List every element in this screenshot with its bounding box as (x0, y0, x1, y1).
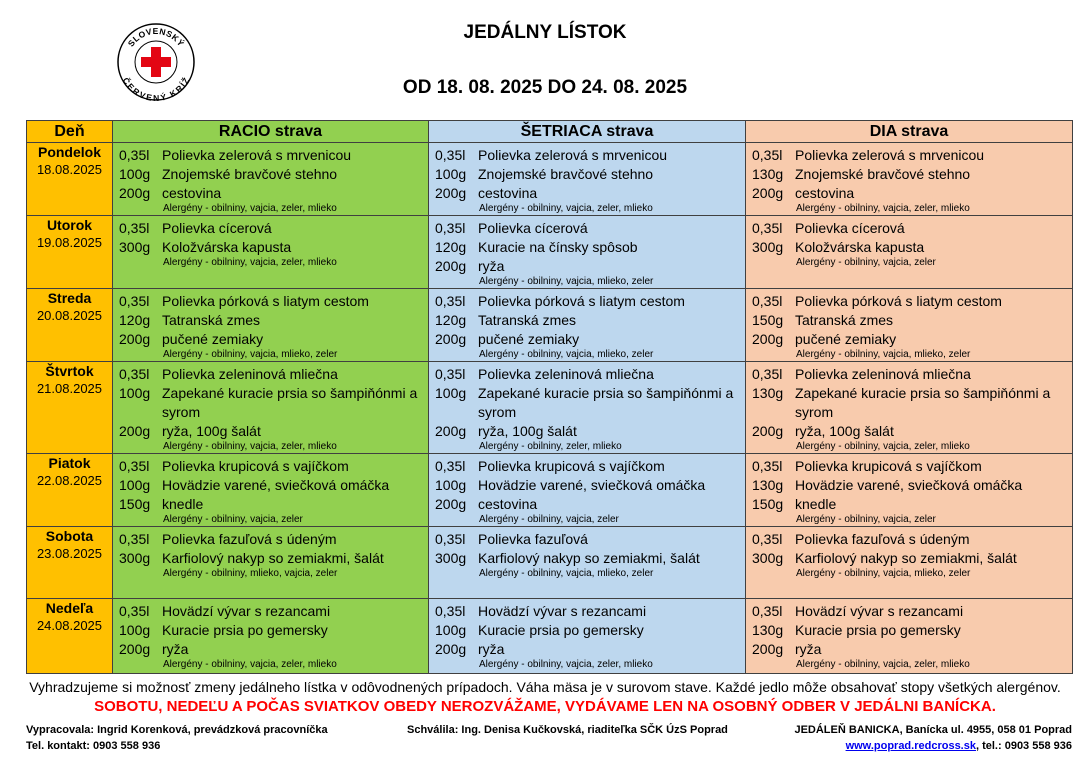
dish-name: ryža (478, 258, 505, 274)
menu-item (119, 146, 424, 165)
menu-item (119, 640, 424, 659)
menu-item (752, 330, 1068, 349)
dish-name: Znojemské bravčové stehno (795, 166, 971, 182)
dish-name: Polievka zeleninová mliečna (162, 366, 338, 382)
portion-size: 100g (119, 166, 151, 182)
menu-item (119, 476, 424, 495)
dish-name: Polievka fazuľová s údeným (162, 531, 337, 547)
allergens: Alergény - obilniny, vajcia, zeler, mlieko (163, 441, 337, 452)
dish-name: cestovina (478, 185, 538, 201)
dish-name: Hovädzí vývar s rezancami (795, 603, 964, 619)
dia-menu-cell (746, 362, 1073, 454)
dish-name: Polievka cícerová (162, 220, 272, 236)
canteen-address: JEDÁLEŇ BANICKA, Banícka ul. 4955, 058 01 Poprad (794, 724, 1072, 736)
dish-name: Polievka zelerová s mrvenicou (162, 147, 352, 163)
portion-size: 0,35l (752, 366, 783, 382)
allergens: Alergény - obilniny, zeler, mlieko (479, 441, 622, 452)
portion-size: 120g (119, 312, 151, 328)
menu-item (119, 495, 424, 514)
menu-item (435, 495, 741, 514)
footer-center (407, 722, 728, 738)
menu-item (119, 184, 424, 203)
portion-size: 0,35l (752, 147, 783, 163)
allergens: Alergény - obilniny, vajcia, zeler (796, 514, 936, 525)
menu-item (119, 365, 424, 384)
dia-menu-cell (746, 454, 1073, 527)
table-row (27, 454, 1073, 527)
table-row (27, 527, 1073, 599)
menu-table (26, 120, 1073, 674)
menu-item (752, 530, 1068, 549)
day-name: Utorok (46, 217, 93, 233)
dish-name: Polievka fazuľová s údeným (795, 531, 970, 547)
dish-name: Polievka pórková s liatym cestom (795, 293, 1002, 309)
header-racio: RACIO strava (113, 121, 429, 143)
portion-size: 200g (435, 185, 467, 201)
allergens: Alergény - obilniny, vajcia, zeler, mlieko (796, 441, 970, 452)
portion-size: 100g (435, 477, 467, 493)
menu-item (435, 184, 741, 203)
menu-item (119, 602, 424, 621)
menu-item (435, 311, 741, 330)
dish-name: pučené zemiaky (478, 331, 580, 347)
portion-size: 300g (119, 239, 151, 255)
menu-item (752, 384, 1068, 422)
portion-size: 200g (435, 423, 467, 439)
portion-size: 0,35l (119, 220, 150, 236)
menu-item (752, 292, 1068, 311)
portion-size: 120g (435, 239, 467, 255)
day-name: Pondelok (37, 144, 101, 160)
day-date: 24.08.2025 (36, 618, 103, 633)
menu-item (435, 165, 741, 184)
dish-name: Polievka zelerová s mrvenicou (795, 147, 985, 163)
portion-size: 200g (752, 185, 784, 201)
dish-name: Polievka krupicová s vajíčkom (795, 458, 982, 474)
dia-menu-cell (746, 289, 1073, 362)
dish-name: Polievka cícerová (795, 220, 905, 236)
day-name: Piatok (48, 455, 91, 471)
racio-menu-cell (113, 599, 429, 674)
dish-name: Polievka fazuľová (478, 531, 588, 547)
menu-item (752, 457, 1068, 476)
racio-menu-cell (113, 362, 429, 454)
portion-size: 120g (435, 312, 467, 328)
dish-name: Kuracie prsia po gemersky (162, 622, 328, 638)
portion-size: 0,35l (752, 220, 783, 236)
dish-name: Znojemské bravčové stehno (478, 166, 654, 182)
setriaca-menu-cell (429, 143, 746, 216)
disclaimer-note: Vyhradzujeme si možnosť zmeny jedálneho lístka v odôvodnených prípadoch. Váha mäsa je v surovom stave. Každé jedlo môže obsahovať stopy všetkých alergénov. (29, 679, 1061, 695)
dish-name: ryža (795, 641, 822, 657)
menu-item (435, 384, 741, 422)
day-date: 18.08.2025 (36, 162, 103, 177)
portion-size: 300g (752, 239, 784, 255)
setriaca-menu-cell (429, 599, 746, 674)
portion-size: 100g (119, 385, 151, 401)
portion-size: 200g (435, 258, 467, 274)
portion-size: 0,35l (435, 293, 466, 309)
portion-size: 200g (119, 641, 151, 657)
setriaca-menu-cell (429, 216, 746, 289)
table-row (27, 289, 1073, 362)
portion-size: 200g (119, 185, 151, 201)
table-row (27, 216, 1073, 289)
dish-name: Zapekané kuracie prsia so šampiňónmi a syrom (795, 385, 1051, 420)
allergens: Alergény - obilniny, vajcia, zeler, mlieko (479, 659, 653, 670)
menu-item (119, 422, 424, 441)
allergens: Alergény - obilniny, vajcia, mlieko, zeler (163, 349, 338, 360)
portion-size: 130g (752, 385, 784, 401)
dish-name: Polievka krupicová s vajíčkom (478, 458, 665, 474)
menu-item (119, 530, 424, 549)
dish-name: Polievka krupicová s vajíčkom (162, 458, 349, 474)
dish-name: Karfiolový nakyp so zemiakmi, šalát (478, 550, 700, 566)
dish-name: ryža, 100g šalát (162, 423, 261, 439)
allergens: Alergény - obilniny, vajcia, zeler (163, 514, 303, 525)
portion-size: 0,35l (435, 220, 466, 236)
menu-item (435, 602, 741, 621)
day-date: 20.08.2025 (36, 308, 103, 323)
dish-name: Karfiolový nakyp so zemiakmi, šalát (795, 550, 1017, 566)
dish-name: Znojemské bravčové stehno (162, 166, 338, 182)
setriaca-menu-cell (429, 362, 746, 454)
menu-item (119, 457, 424, 476)
day-name: Nedeľa (45, 600, 94, 616)
dia-menu-cell (746, 599, 1073, 674)
allergens: Alergény - obilniny, vajcia, mlieko, zeler (796, 349, 971, 360)
menu-item (435, 365, 741, 384)
menu-item (119, 238, 424, 257)
menu-item (752, 495, 1068, 514)
menu-item (435, 640, 741, 659)
portion-size: 200g (435, 641, 467, 657)
portion-size: 200g (752, 641, 784, 657)
dish-name: pučené zemiaky (795, 331, 897, 347)
portion-size: 100g (435, 385, 467, 401)
allergens: Alergény - obilniny, mlieko, vajcia, zeler (163, 568, 338, 579)
allergens: Alergény - obilniny, vajcia, mlieko, zeler (479, 568, 654, 579)
day-cell (27, 599, 113, 674)
menu-item (435, 292, 741, 311)
allergens: Alergény - obilniny, vajcia, zeler, mlieko (163, 659, 337, 670)
day-cell (27, 454, 113, 527)
menu-item (435, 422, 741, 441)
dish-name: pučené zemiaky (162, 331, 264, 347)
dish-name: Karfiolový nakyp so zemiakmi, šalát (162, 550, 384, 566)
day-cell (27, 143, 113, 216)
day-cell (27, 289, 113, 362)
portion-size: 0,35l (119, 458, 150, 474)
portion-size: 130g (752, 166, 784, 182)
menu-item (119, 311, 424, 330)
menu-item (752, 422, 1068, 441)
menu-item (119, 621, 424, 640)
dish-name: Hovädzí vývar s rezancami (162, 603, 331, 619)
dish-name: Koložvárska kapusta (795, 239, 925, 255)
menu-item (752, 640, 1068, 659)
menu-item (435, 476, 741, 495)
dish-name: ryža, 100g šalát (478, 423, 577, 439)
allergens: Alergény - obilniny, vajcia, zeler, mlieko (163, 203, 337, 214)
racio-menu-cell (113, 143, 429, 216)
header-row (27, 121, 1073, 143)
dish-name: Tatranská zmes (795, 312, 894, 328)
day-date: 22.08.2025 (36, 473, 103, 488)
menu-item (752, 238, 1068, 257)
portion-size: 200g (119, 331, 151, 347)
portion-size: 300g (119, 550, 151, 566)
dish-name: Tatranská zmes (162, 312, 261, 328)
portion-size: 0,35l (119, 293, 150, 309)
footer-right (794, 722, 1072, 754)
dish-name: cestovina (478, 496, 538, 512)
menu-item (435, 530, 741, 549)
dish-name: ryža, 100g šalát (795, 423, 894, 439)
allergens: Alergény - obilniny, vajcia, zeler, mlieko (796, 203, 970, 214)
menu-item (119, 165, 424, 184)
portion-size: 150g (119, 496, 151, 512)
portion-size: 130g (752, 622, 784, 638)
setriaca-menu-cell (429, 454, 746, 527)
setriaca-menu-cell (429, 527, 746, 599)
dish-name: cestovina (795, 185, 855, 201)
table-row (27, 599, 1073, 674)
menu-item (435, 621, 741, 640)
portion-size: 200g (435, 331, 467, 347)
page-title: JEDÁLNY LÍSTOK (463, 22, 627, 43)
portion-size: 0,35l (119, 603, 150, 619)
portion-size: 0,35l (435, 603, 466, 619)
header-dia: DIA strava (746, 121, 1073, 143)
footer-left (26, 722, 328, 754)
allergens: Alergény - obilniny, vajcia, zeler (479, 514, 619, 525)
dish-name: Zapekané kuracie prsia so šampiňónmi a syrom (162, 385, 418, 420)
portion-size: 0,35l (752, 293, 783, 309)
prepared-by: Vypracovala: Ingrid Korenková, prevádzková pracovníčka (26, 724, 328, 736)
dish-name: Polievka pórková s liatym cestom (478, 293, 685, 309)
menu-item (752, 602, 1068, 621)
day-date: 23.08.2025 (36, 546, 103, 561)
dish-name: knedle (795, 496, 837, 512)
portion-size: 0,35l (435, 147, 466, 163)
dish-name: ryža (162, 641, 189, 657)
menu-item (119, 384, 424, 422)
menu-item (752, 219, 1068, 238)
allergens: Alergény - obilniny, vajcia, zeler (796, 257, 936, 268)
menu-item (119, 219, 424, 238)
dish-name: Tatranská zmes (478, 312, 577, 328)
menu-item (435, 146, 741, 165)
logo-text-bottom: ČERVENÝ KRÍŽ (120, 75, 192, 102)
portion-size: 0,35l (435, 458, 466, 474)
dish-name: cestovina (162, 185, 222, 201)
menu-item (119, 330, 424, 349)
menu-item (435, 219, 741, 238)
dish-name: Kuracie prsia po gemersky (795, 622, 961, 638)
portion-size: 0,35l (752, 603, 783, 619)
header-setriaca: ŠETRIACA strava (429, 121, 746, 143)
allergens: Alergény - obilniny, vajcia, zeler, mlieko (163, 257, 337, 268)
menu-item (119, 292, 424, 311)
menu-item (119, 549, 424, 568)
dia-menu-cell (746, 527, 1073, 599)
portion-size: 100g (435, 166, 467, 182)
dish-name: Polievka zeleninová mliečna (478, 366, 654, 382)
dish-name: Zapekané kuracie prsia so šampiňónmi a syrom (478, 385, 734, 420)
menu-item (752, 476, 1068, 495)
allergens: Alergény - obilniny, vajcia, mlieko, zeler (796, 568, 971, 579)
portion-size: 0,35l (752, 531, 783, 547)
allergens: Alergény - obilniny, vajcia, zeler, mlieko (796, 659, 970, 670)
day-cell (27, 362, 113, 454)
dish-name: Hovädzie varené, sviečková omáčka (795, 477, 1023, 493)
menu-item (752, 365, 1068, 384)
dish-name: Polievka zelerová s mrvenicou (478, 147, 668, 163)
menu-item (752, 621, 1068, 640)
allergens: Alergény - obilniny, vajcia, mlieko, zeler (479, 349, 654, 360)
menu-item (435, 330, 741, 349)
menu-item (752, 311, 1068, 330)
dish-name: Kuracie prsia po gemersky (478, 622, 644, 638)
menu-item (752, 146, 1068, 165)
menu-item (752, 184, 1068, 203)
racio-menu-cell (113, 527, 429, 599)
allergens: Alergény - obilniny, vajcia, zeler, mlieko (479, 203, 653, 214)
portion-size: 0,35l (435, 531, 466, 547)
weekend-warning: SOBOTU, NEDEĽU A POČAS SVIATKOV OBEDY NEROZVÁŽAME, VYDÁVAME LEN NA OSOBNÝ ODBER V JEDÁLNI BANÍCKA. (94, 698, 996, 715)
racio-menu-cell (113, 216, 429, 289)
day-name: Štvrtok (45, 363, 94, 379)
menu-item (435, 257, 741, 276)
dish-name: Hovädzie varené, sviečková omáčka (162, 477, 390, 493)
contact-phone: Tel. kontakt: 0903 558 936 (26, 740, 161, 752)
header-day: Deň (27, 121, 113, 143)
day-date: 21.08.2025 (36, 381, 103, 396)
portion-size: 100g (119, 622, 151, 638)
table-row (27, 362, 1073, 454)
allergens: Alergény - obilniny, vajcia, mlieko, zeler (479, 276, 654, 287)
dish-name: knedle (162, 496, 204, 512)
dish-name: Kuracie na čínsky spôsob (478, 239, 638, 255)
day-name: Sobota (45, 528, 94, 544)
portion-size: 200g (752, 331, 784, 347)
dish-name: Polievka pórková s liatym cestom (162, 293, 369, 309)
dish-name: Hovädzie varené, sviečková omáčka (478, 477, 706, 493)
racio-menu-cell (113, 454, 429, 527)
menu-period: OD 18. 08. 2025 DO 24. 08. 2025 (402, 77, 688, 98)
dish-name: Hovädzí vývar s rezancami (478, 603, 647, 619)
day-date: 19.08.2025 (36, 235, 103, 250)
portion-size: 200g (435, 496, 467, 512)
portion-size: 200g (752, 423, 784, 439)
portion-size: 130g (752, 477, 784, 493)
portion-size: 300g (752, 550, 784, 566)
portion-size: 100g (435, 622, 467, 638)
portion-size: 100g (119, 477, 151, 493)
logo-text-top: SLOVENSKÝ (125, 25, 187, 49)
portion-size: 300g (435, 550, 467, 566)
portion-size: 0,35l (119, 147, 150, 163)
setriaca-menu-cell (429, 289, 746, 362)
menu-item (435, 549, 741, 568)
dia-menu-cell (746, 143, 1073, 216)
table-row (27, 143, 1073, 216)
portion-size: 0,35l (119, 366, 150, 382)
dia-menu-cell (746, 216, 1073, 289)
dish-name: Koložvárska kapusta (162, 239, 292, 255)
portion-size: 0,35l (119, 531, 150, 547)
website-phone: , tel.: 0903 558 936 (975, 740, 1072, 752)
dish-name: Polievka zeleninová mliečna (795, 366, 971, 382)
menu-item (435, 238, 741, 257)
portion-size: 150g (752, 496, 784, 512)
approved-by: Schválila: Ing. Denisa Kučkovská, riaditeľka SČK ÚzS Poprad (407, 724, 728, 736)
menu-item (752, 549, 1068, 568)
menu-item (752, 165, 1068, 184)
racio-menu-cell (113, 289, 429, 362)
portion-size: 0,35l (752, 458, 783, 474)
portion-size: 200g (119, 423, 151, 439)
day-cell (27, 527, 113, 599)
day-cell (27, 216, 113, 289)
dish-name: Polievka cícerová (478, 220, 588, 236)
portion-size: 0,35l (435, 366, 466, 382)
day-name: Streda (47, 290, 92, 306)
website-link[interactable]: www.poprad.redcross.sk (845, 740, 976, 752)
dish-name: ryža (478, 641, 505, 657)
portion-size: 150g (752, 312, 784, 328)
menu-item (435, 457, 741, 476)
